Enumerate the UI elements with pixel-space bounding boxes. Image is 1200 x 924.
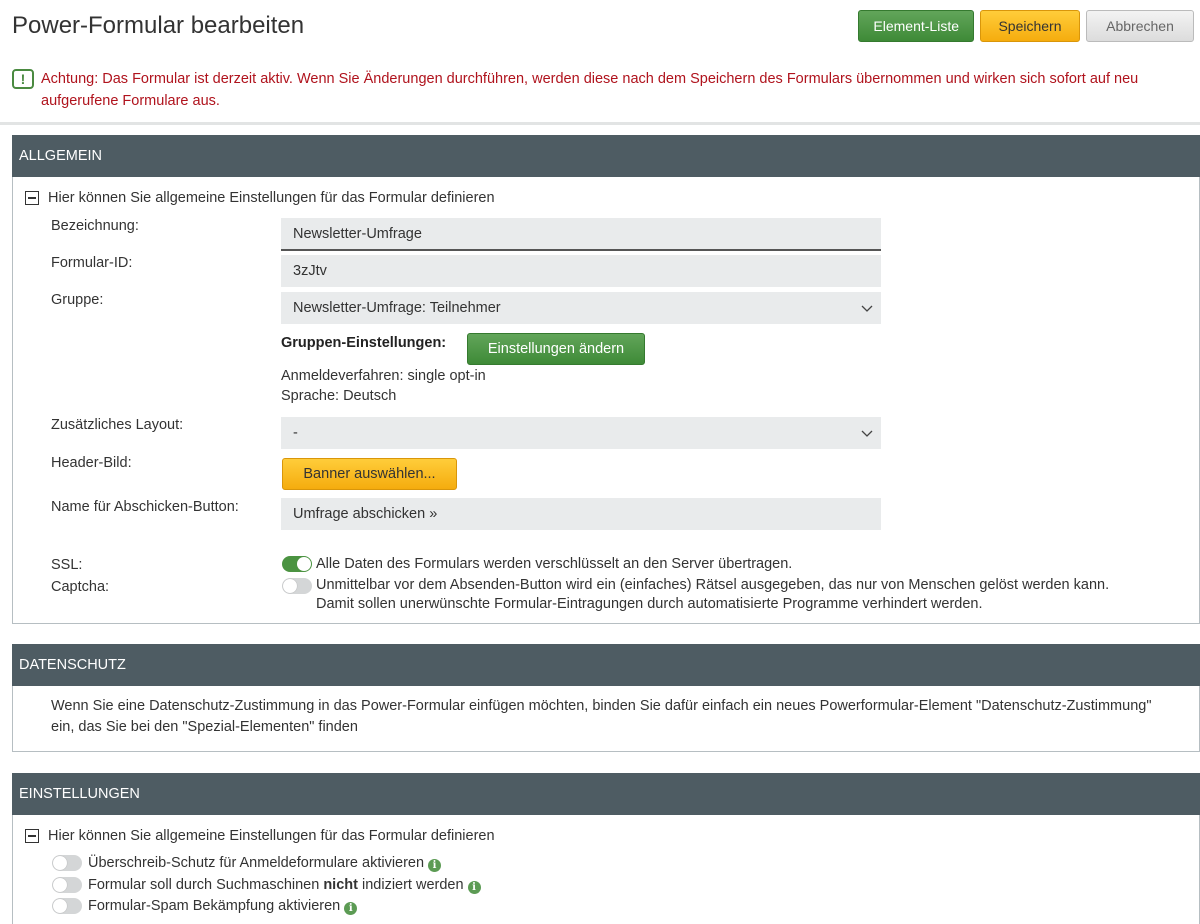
- gruppe-select-value: Newsletter-Umfrage: Teilnehmer: [293, 300, 501, 316]
- no-index-label: Formular soll durch Suchmaschinen nicht indiziert werden i: [88, 876, 481, 895]
- no-index-toggle[interactable]: [52, 877, 82, 893]
- exclamation-icon: !: [12, 69, 34, 89]
- info-icon[interactable]: i: [344, 902, 357, 915]
- warning-text: Achtung: Das Formular ist derzeit aktiv. Wenn Sie Änderungen durchführen, werden diese nach dem Speichern des Formulars übernommen und wirken sich sofort auf neu aufgerufene Formulare aus.: [41, 71, 1139, 109]
- layout-select-value: -: [293, 425, 298, 441]
- anmeldeverfahren-text: Anmeldeverfahren: single opt-in: [281, 368, 486, 384]
- spam-protection-label: Formular-Spam Bekämpfung aktivieren i: [88, 897, 357, 916]
- collapse-text: Hier können Sie allgemeine Einstellungen für das Formular definieren: [48, 190, 495, 206]
- overwrite-protection-label: Überschreib-Schutz für Anmeldeformulare aktivieren i: [88, 854, 441, 873]
- label-submit-name: Name für Abschicken-Button:: [51, 499, 239, 515]
- page-title: Power-Formular bearbeiten: [12, 12, 305, 39]
- gruppen-settings-label: Gruppen-Einstellungen:: [281, 335, 447, 351]
- layout-select[interactable]: [281, 417, 881, 449]
- info-icon[interactable]: i: [468, 881, 481, 894]
- chevron-down-icon: [861, 302, 873, 314]
- formular-id-field: 3zJtv: [281, 255, 881, 287]
- collapse-text: Hier können Sie allgemeine Einstellungen für das Formular definieren: [48, 828, 495, 844]
- collapse-row-einstellungen[interactable]: [25, 828, 495, 844]
- datenschutz-text: Wenn Sie eine Datenschutz-Zustimmung in das Power-Formular einfügen möchten, binden Sie dafür einfach ein neues Powerformular-Element "Datenschutz-Zustimmung" ein, das Sie bei den "Spezial-Elementen" finden: [51, 698, 1152, 735]
- section-header-einstellungen: EINSTELLUNGEN: [12, 773, 1200, 815]
- toggle-knob: [297, 557, 311, 571]
- section-header-datenschutz: DATENSCHUTZ: [12, 644, 1200, 686]
- bezeichnung-input[interactable]: Newsletter-Umfrage: [281, 218, 881, 251]
- label-layout: Zusätzliches Layout:: [51, 417, 184, 433]
- collapse-minus-icon[interactable]: [25, 191, 39, 205]
- gruppe-select[interactable]: [281, 292, 881, 324]
- banner-select-button[interactable]: Banner auswählen...: [282, 458, 457, 490]
- section-header-allgemein: ALLGEMEIN: [12, 135, 1200, 177]
- label-ssl: SSL:: [51, 557, 83, 573]
- top-toolbar: [858, 10, 1194, 42]
- label-bezeichnung: Bezeichnung:: [51, 218, 139, 234]
- label-formular-id: Formular-ID:: [51, 255, 133, 271]
- active-form-warning: [12, 68, 1192, 112]
- captcha-description-2: Damit sollen unerwünschte Formular-Eintragungen durch automatisierte Programme verhindert werden.: [316, 596, 983, 612]
- collapse-minus-icon[interactable]: [25, 829, 39, 843]
- spam-protection-toggle[interactable]: [52, 898, 82, 914]
- toggle-knob: [283, 579, 297, 593]
- label-header-bild: Header-Bild:: [51, 455, 132, 471]
- captcha-toggle[interactable]: [282, 578, 312, 594]
- label-gruppe: Gruppe:: [51, 292, 104, 308]
- label-captcha: Captcha:: [51, 579, 110, 595]
- collapse-row-allgemein[interactable]: [25, 190, 495, 206]
- toggle-knob: [53, 878, 67, 892]
- sprache-text: Sprache: Deutsch: [281, 388, 397, 404]
- save-button[interactable]: Speichern: [980, 10, 1080, 42]
- submit-name-input[interactable]: Umfrage abschicken »: [281, 498, 881, 530]
- chevron-down-icon: [861, 427, 873, 439]
- ssl-toggle[interactable]: [282, 556, 312, 572]
- overwrite-protection-toggle[interactable]: [52, 855, 82, 871]
- change-settings-button[interactable]: Einstellungen ändern: [467, 333, 645, 365]
- section-allgemein: [12, 135, 1200, 624]
- divider: [0, 122, 1200, 125]
- toggle-knob: [53, 856, 67, 870]
- section-einstellungen: [12, 773, 1200, 924]
- toggle-knob: [53, 899, 67, 913]
- captcha-description-1: Unmittelbar vor dem Absenden-Button wird ein (einfaches) Rätsel ausgegeben, das nur von Menschen gelöst werden kann.: [316, 577, 1110, 593]
- ssl-description: Alle Daten des Formulars werden verschlüsselt an den Server übertragen.: [316, 556, 793, 572]
- cancel-button[interactable]: Abbrechen: [1086, 10, 1194, 42]
- section-datenschutz: [12, 644, 1200, 752]
- info-icon[interactable]: i: [428, 859, 441, 872]
- element-list-button[interactable]: Element-Liste: [858, 10, 974, 42]
